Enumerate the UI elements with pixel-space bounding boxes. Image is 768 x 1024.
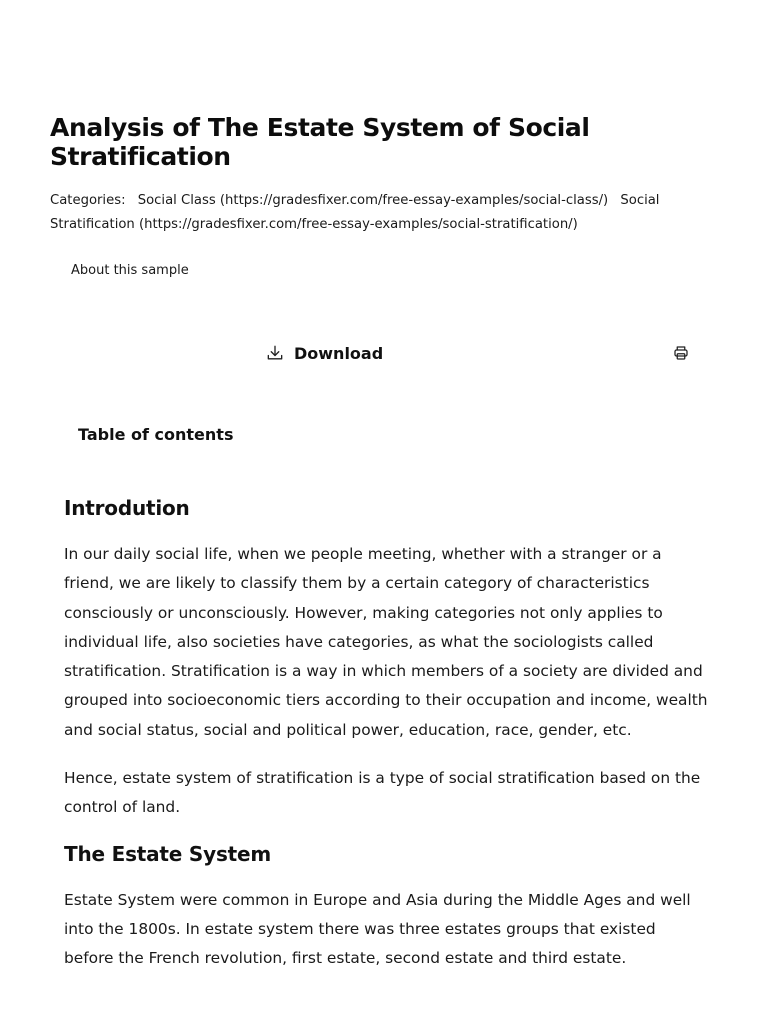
download-icon <box>265 343 285 363</box>
section-heading-estate-system: The Estate System <box>64 841 272 866</box>
category-link-social-stratification[interactable]: Social Stratification (https://gradesfixer.com/free-essay-examples/social-stratification/) <box>50 193 660 232</box>
paragraph: Hence, estate system of stratification is a type of social stratification based on the control of land. <box>64 769 701 817</box>
download-label: Download <box>294 343 384 363</box>
about-this-sample-toggle[interactable]: About this sample <box>71 263 189 278</box>
table-of-contents-toggle[interactable]: Table of contents <box>78 425 234 444</box>
paragraph: In our daily social life, when we people meeting, whether with a stranger or a friend, we are likely to classify them by a certain category of characteristics consciously or unconsciously. However, making categories not only applies to individual life, also societies have categories, as what the sociologists called stratification. Stratification is a way in which members of a society are divided and grouped into socioeconomic tiers according to their occupation and income, wealth and social status, social and political power, education, race, gender, etc. <box>64 545 708 739</box>
category-link-social-class[interactable]: Social Class (https://gradesfixer.com/free-essay-examples/social-class/) <box>137 193 609 208</box>
printer-icon[interactable] <box>672 344 690 362</box>
page-title: Analysis of The Estate System of Social Stratification <box>50 113 590 171</box>
download-button[interactable] <box>265 340 383 366</box>
paragraph: Estate System were common in Europe and Asia during the Middle Ages and well into the 1800s. In estate system there was three estates groups that existed before the French revolution, first estate, second estate and third estate. <box>64 890 691 968</box>
categories-label: Categories: <box>50 193 126 208</box>
section-heading-introduction: Introdution <box>64 496 190 520</box>
categories <box>50 189 710 237</box>
article-body <box>64 494 709 974</box>
